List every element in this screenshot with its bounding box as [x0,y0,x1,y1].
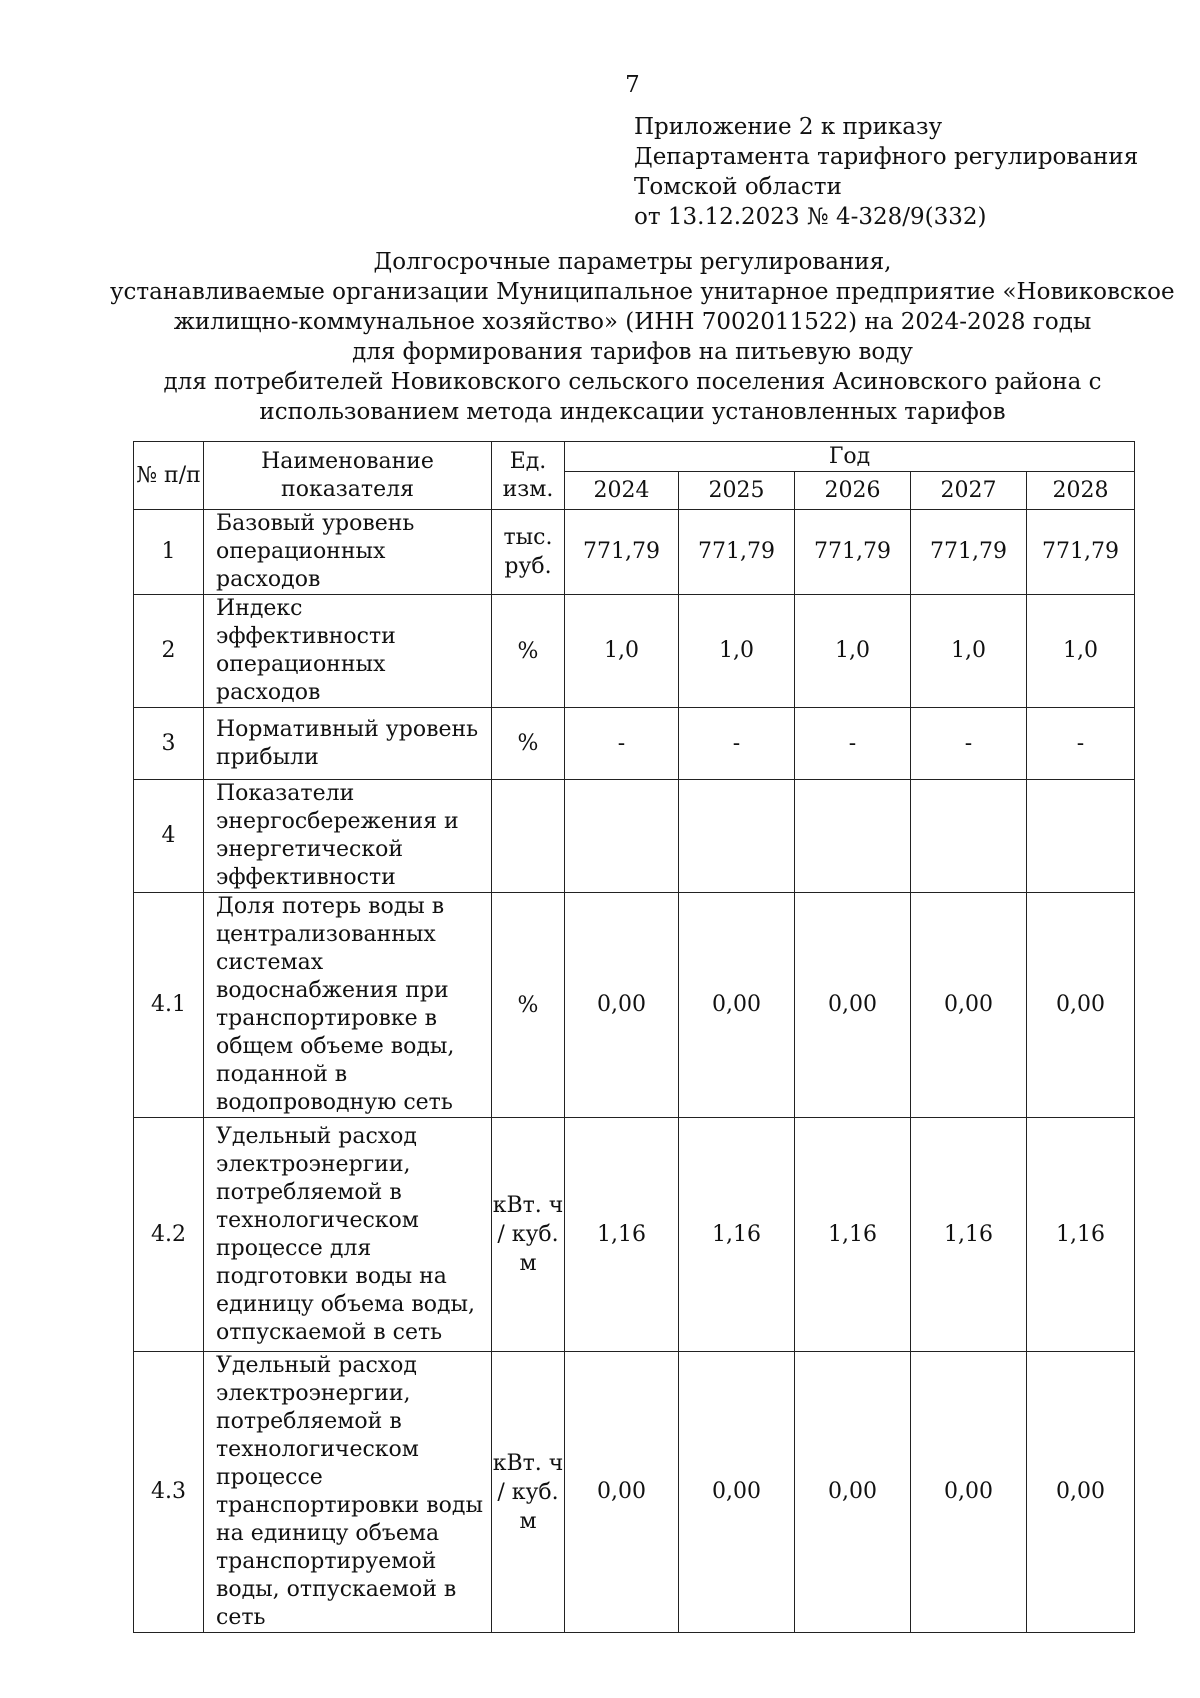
row-value [679,780,795,893]
row-name: Показатели энергосбережения и энергетической эффективности [204,780,492,893]
row-value: 1,0 [565,595,679,708]
row-value: 0,00 [679,1352,795,1633]
row-value: - [565,708,679,780]
row-value: 0,00 [565,1352,679,1633]
row-value: 1,16 [1027,1118,1135,1352]
header-year: 2025 [679,472,795,510]
table-row [134,510,1135,595]
row-num: 4.1 [134,893,204,1118]
row-value: 1,0 [911,595,1027,708]
table-row [134,595,1135,708]
appendix-line: от 13.12.2023 № 4-328/9(332) [634,204,987,230]
row-value: 0,00 [911,1352,1027,1633]
row-unit: % [492,708,565,780]
table-row [134,708,1135,780]
row-value: 0,00 [679,893,795,1118]
row-num: 4 [134,780,204,893]
row-name: Индекс эффективности операционных расходов [204,595,492,708]
row-name: Базовый уровень операционных расходов [204,510,492,595]
header-num [134,442,204,510]
row-num: 4.3 [134,1352,204,1633]
row-unit: % [492,893,565,1118]
header-name [204,442,492,510]
row-unit: тыс. руб. [492,510,565,595]
row-value [795,780,911,893]
title-line: использованием метода индексации установленных тарифов [259,399,1006,425]
row-value: 0,00 [795,893,911,1118]
row-value: 1,0 [795,595,911,708]
row-value: 1,0 [679,595,795,708]
row-value: 0,00 [1027,1352,1135,1633]
page-number: 7 [625,72,640,98]
header-name-text: Наименование показателя [261,448,434,502]
title-line: устанавливаемые организации Муниципальное унитарное предприятие «Новиковское [110,279,1175,305]
header-unit [492,442,565,510]
row-value: 771,79 [565,510,679,595]
row-value [1027,780,1135,893]
appendix-reference [634,112,1138,232]
header-year: 2028 [1027,472,1135,510]
row-value: - [679,708,795,780]
header-year-group: Год [565,442,1135,472]
row-value: - [1027,708,1135,780]
document-title [110,247,1175,427]
row-value: 771,79 [911,510,1027,595]
row-value: 1,0 [1027,595,1135,708]
row-value [565,780,679,893]
row-value: 0,00 [911,893,1027,1118]
header-unit-text: Ед. изм. [502,448,554,502]
row-value: - [795,708,911,780]
row-value: 1,16 [795,1118,911,1352]
header-num-text: № п/п [136,462,201,488]
row-value: 1,16 [679,1118,795,1352]
row-unit: кВт. ч / куб. м [492,1352,565,1633]
row-name: Доля потерь воды в централизованных системах водоснабжения при транспортировке в общем объеме воды, поданной в водопроводную сеть [204,893,492,1118]
row-value: 1,16 [911,1118,1027,1352]
row-value: - [911,708,1027,780]
header-year: 2024 [565,472,679,510]
title-line: для потребителей Новиковского сельского поселения Асиновского района с [163,369,1102,395]
row-unit: кВт. ч / куб. м [492,1118,565,1352]
table-row [134,1118,1135,1352]
header-year: 2027 [911,472,1027,510]
row-value: 0,00 [565,893,679,1118]
row-unit: % [492,595,565,708]
title-line: Долгосрочные параметры регулирования, [373,249,892,275]
table-row [134,1352,1135,1633]
row-value: 771,79 [795,510,911,595]
appendix-line: Приложение 2 к приказу [634,114,943,140]
row-num: 4.2 [134,1118,204,1352]
row-unit [492,780,565,893]
row-value: 0,00 [1027,893,1135,1118]
header-year: 2026 [795,472,911,510]
row-value: 771,79 [1027,510,1135,595]
row-value: 1,16 [565,1118,679,1352]
row-name: Удельный расход электроэнергии, потребляемой в технологическом процессе транспортировки воды на единицу объема транспортируемой воды, отпускаемой в сеть [204,1352,492,1633]
table-header-row [134,442,1135,472]
row-num: 2 [134,595,204,708]
table-row [134,780,1135,893]
row-value: 771,79 [679,510,795,595]
title-line: жилищно-коммунальное хозяйство» (ИНН 7002011522) на 2024-2028 годы [173,309,1092,335]
row-value: 0,00 [795,1352,911,1633]
appendix-line: Департамента тарифного регулирования [634,144,1139,170]
appendix-line: Томской области [634,174,842,200]
table-row [134,893,1135,1118]
row-value [911,780,1027,893]
row-name: Нормативный уровень прибыли [204,708,492,780]
row-num: 3 [134,708,204,780]
title-line: для формирования тарифов на питьевую воду [352,339,913,365]
row-num: 1 [134,510,204,595]
row-name: Удельный расход электроэнергии, потребляемой в технологическом процессе для подготовки воды на единицу объема воды, отпускаемой в сеть [204,1118,492,1352]
parameters-table [133,441,1135,1633]
